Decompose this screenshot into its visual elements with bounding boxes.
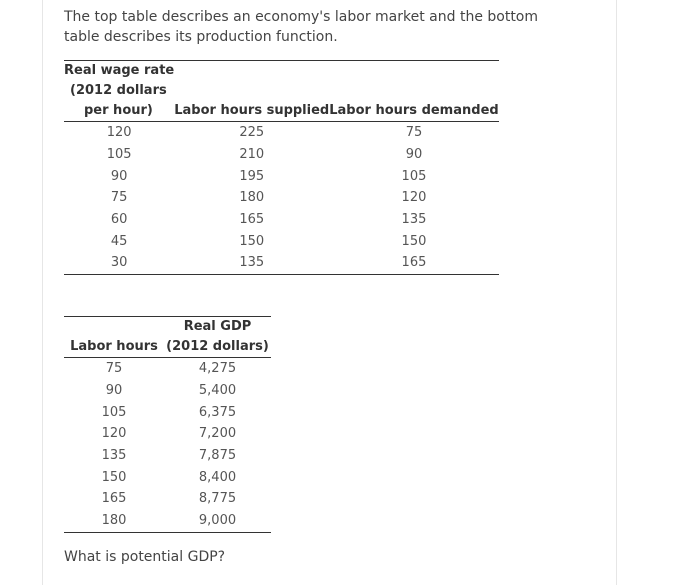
table-row — [64, 144, 499, 166]
supplied-cell: 195 — [239, 168, 265, 184]
demanded-cell: 120 — [401, 190, 427, 206]
intro-text: The top table describes an economy's labor market and the bottom table describes its production function. — [64, 9, 539, 45]
table-row — [64, 358, 271, 380]
table-row — [64, 488, 271, 510]
table-row — [64, 445, 271, 467]
labor-hours-cell: 75 — [105, 361, 123, 377]
wage-cell: 30 — [110, 255, 128, 271]
table-row — [64, 510, 271, 532]
table-row — [64, 401, 271, 423]
wage-header-line1: Real wage rate — [64, 63, 175, 78]
demanded-header: Labor hours demanded — [329, 101, 498, 122]
gdp-cell: 9,000 — [198, 513, 237, 529]
gdp-header-line2: (2012 dollars) — [164, 337, 271, 358]
labor-hours-cell: 90 — [105, 383, 123, 399]
table-row — [64, 252, 499, 274]
wage-cell: 45 — [110, 233, 128, 249]
gdp-cell: 5,400 — [198, 383, 237, 399]
labor-hours-cell: 165 — [101, 491, 127, 507]
supplied-cell: 210 — [239, 147, 265, 163]
table-row — [64, 209, 499, 231]
wage-cell: 60 — [110, 212, 128, 228]
wage-cell: 105 — [106, 147, 132, 163]
table-row — [64, 423, 271, 445]
wage-cell: 90 — [110, 168, 128, 184]
gdp-cell: 7,875 — [198, 448, 237, 464]
wage-cell: 75 — [110, 190, 128, 206]
supplied-header: Labor hours supplied — [174, 101, 329, 122]
table-row — [64, 230, 499, 252]
labor-hours-cell: 180 — [101, 513, 127, 529]
gdp-cell: 4,275 — [198, 361, 237, 377]
demanded-cell: 150 — [401, 233, 427, 249]
demanded-cell: 90 — [405, 147, 423, 163]
supplied-cell: 180 — [239, 190, 265, 206]
supplied-cell: 135 — [239, 255, 265, 271]
wage-header-line3: per hour) — [64, 101, 174, 122]
wage-cell: 120 — [106, 125, 132, 141]
table-row — [64, 165, 499, 187]
labor-hours-header: Labor hours — [64, 337, 164, 358]
gdp-header-line1: Real GDP — [183, 319, 252, 334]
demanded-cell: 135 — [401, 212, 427, 228]
gdp-cell: 8,775 — [198, 491, 237, 507]
supplied-cell: 165 — [239, 212, 265, 228]
question-panel — [42, 0, 617, 585]
labor-hours-cell: 120 — [101, 426, 127, 442]
labor-market-table — [64, 60, 499, 275]
demanded-cell: 165 — [401, 255, 427, 271]
supplied-cell: 225 — [239, 125, 265, 141]
table-row — [64, 187, 499, 209]
wage-header-line2: (2012 dollars — [70, 83, 167, 98]
question-text: What is potential GDP? — [64, 549, 226, 565]
gdp-cell: 7,200 — [198, 426, 237, 442]
labor-hours-cell: 105 — [101, 404, 127, 420]
demanded-cell: 75 — [405, 125, 423, 141]
table-row — [64, 466, 271, 488]
table-row — [64, 380, 271, 402]
table-row — [64, 122, 499, 144]
supplied-cell: 150 — [239, 233, 265, 249]
gdp-cell: 6,375 — [198, 404, 237, 420]
gdp-cell: 8,400 — [198, 469, 237, 485]
production-function-table — [64, 316, 271, 533]
labor-hours-cell: 150 — [101, 469, 127, 485]
labor-hours-cell: 135 — [101, 448, 127, 464]
demanded-cell: 105 — [401, 168, 427, 184]
